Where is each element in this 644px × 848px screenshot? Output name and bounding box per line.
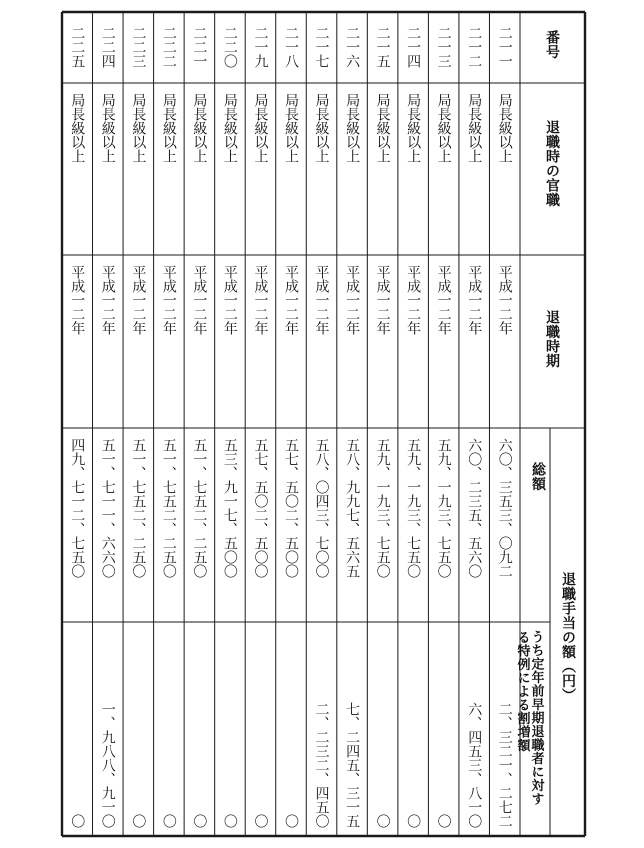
cell-position: 局長級以上 — [130, 93, 147, 163]
table-body — [69, 26, 512, 828]
cell-number: 二一四 — [405, 26, 422, 68]
cell-period: 平成一二年 — [191, 265, 208, 335]
header-allowance: 退職手当の額（円） — [560, 572, 576, 703]
table-row — [344, 26, 360, 828]
cell-period: 平成一二年 — [130, 265, 147, 335]
cell-position: 局長級以上 — [374, 93, 391, 163]
cell-number: 二一一 — [496, 26, 513, 68]
cell-position: 局長級以上 — [435, 93, 452, 163]
cell-special: 六、四五三、八一〇 — [466, 702, 483, 828]
cell-period: 平成一二年 — [374, 265, 391, 335]
cell-period: 平成一二年 — [435, 265, 452, 335]
table-row — [375, 26, 391, 828]
cell-position: 局長級以上 — [252, 93, 269, 163]
cell-position: 局長級以上 — [405, 93, 422, 163]
cell-total: 五八、〇四三、七〇〇 — [313, 438, 330, 578]
cell-period: 平成一二年 — [313, 265, 330, 335]
cell-total: 六〇、三五三、〇九二 — [496, 438, 513, 578]
cell-position: 局長級以上 — [160, 93, 177, 163]
header-number: 番号 — [544, 30, 560, 59]
cell-position: 局長級以上 — [283, 93, 299, 163]
header-special — [515, 630, 545, 811]
cell-period: 平成一二年 — [466, 265, 483, 335]
table-row — [100, 26, 116, 828]
cell-number: 二二〇 — [221, 26, 238, 68]
cell-total: 五八、九九七、五六五 — [344, 438, 361, 578]
cell-number: 二二四 — [99, 26, 116, 68]
cell-position: 局長級以上 — [99, 93, 116, 163]
cell-number: 二二三 — [130, 26, 147, 68]
cell-number: 二一九 — [252, 26, 269, 68]
cell-special: 〇 — [283, 814, 299, 828]
cell-number: 二一三 — [435, 26, 452, 68]
table-row — [130, 26, 146, 828]
cell-position: 局長級以上 — [344, 93, 361, 163]
cell-position: 局長級以上 — [313, 93, 330, 163]
cell-number: 二一七 — [313, 26, 330, 68]
cell-position: 局長級以上 — [69, 93, 86, 163]
cell-number: 二二五 — [69, 26, 86, 68]
cell-period: 平成一二年 — [496, 265, 513, 335]
table-row — [283, 26, 299, 828]
cell-total: 五一、七五二、二五〇 — [130, 438, 147, 578]
header-special-line-2: る特例による割増額 — [514, 630, 530, 752]
cell-special: 〇 — [69, 814, 86, 828]
cell-total: 五一、七五二、二五〇 — [191, 438, 208, 578]
cell-special: 〇 — [435, 814, 452, 828]
cell-number: 二一五 — [374, 26, 391, 68]
cell-total: 五九、一九三、七五〇 — [374, 438, 391, 578]
table-row — [252, 26, 268, 828]
cell-number: 二一八 — [283, 26, 299, 68]
cell-special: 二、三二一、二七二 — [496, 702, 513, 828]
cell-special: 一、九八八、九一〇 — [99, 702, 116, 828]
header-special-line-1: うち定年前早期退職者に対す — [528, 630, 544, 806]
table-row — [436, 26, 452, 828]
table-row — [405, 26, 421, 828]
cell-period: 平成一二年 — [252, 265, 269, 335]
cell-special: 二、二三二、四五〇 — [313, 702, 330, 828]
cell-period: 平成一二年 — [405, 265, 422, 335]
cell-position: 局長級以上 — [496, 93, 513, 163]
cell-total: 四九、七一二、七五〇 — [69, 438, 86, 578]
cell-period: 平成一二年 — [344, 265, 361, 335]
cell-period: 平成一二年 — [69, 265, 86, 335]
cell-period: 平成一二年 — [160, 265, 177, 335]
cell-total: 五七、五〇二、五〇〇 — [252, 438, 269, 578]
header-period: 退職時期 — [544, 310, 560, 368]
cell-number: 二一六 — [344, 26, 361, 68]
table-row — [497, 26, 513, 828]
cell-number: 二一二 — [466, 26, 483, 68]
cell-number: 二二一 — [191, 26, 208, 68]
cell-special: 七、二四五、三一五 — [344, 702, 361, 828]
table-row — [314, 26, 330, 828]
header-position: 退職時の官職 — [544, 120, 560, 207]
cell-total: 五一、七五二、二五〇 — [160, 438, 177, 578]
table-row — [161, 26, 177, 828]
header-row — [515, 29, 577, 810]
cell-position: 局長級以上 — [191, 93, 208, 163]
cell-special: 〇 — [221, 814, 238, 828]
cell-number: 二二二 — [160, 26, 177, 68]
cell-special: 〇 — [191, 814, 208, 828]
cell-total: 五七、五〇二、五〇〇 — [283, 438, 299, 578]
cell-position: 局長級以上 — [466, 93, 483, 163]
cell-total: 五九、一九三、七五〇 — [405, 438, 422, 578]
cell-total: 五一、七一一、六六〇 — [99, 438, 116, 578]
cell-position: 局長級以上 — [221, 93, 238, 163]
cell-special: 〇 — [252, 814, 269, 828]
cell-period: 平成一二年 — [99, 265, 116, 335]
cell-total: 五九、一九三、七五〇 — [435, 438, 452, 578]
cell-special: 〇 — [374, 814, 391, 828]
cell-period: 平成一二年 — [221, 265, 238, 335]
cell-total: 六〇、二三五、五六〇 — [466, 438, 483, 578]
cell-special: 〇 — [160, 814, 177, 828]
table-row — [191, 26, 207, 828]
table-row — [466, 26, 482, 828]
table-row — [222, 26, 238, 828]
table-row — [69, 26, 85, 828]
cell-special: 〇 — [405, 814, 422, 828]
header-total: 総額 — [530, 462, 546, 491]
cell-period: 平成一二年 — [283, 265, 299, 335]
cell-special: 〇 — [130, 814, 147, 828]
cell-total: 五三、九一七、五〇〇 — [221, 438, 238, 578]
